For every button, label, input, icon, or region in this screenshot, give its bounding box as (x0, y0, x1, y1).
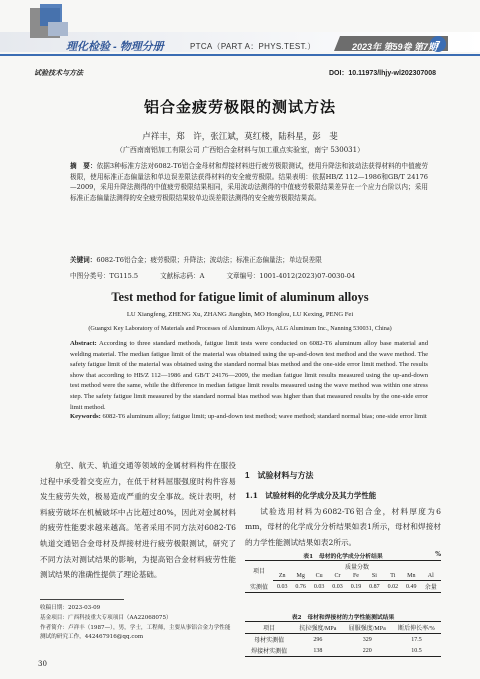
abstract-en (70, 339, 428, 413)
keywords-cn-text: 6082-T6铝合金；疲劳极限；升降法；波动法；标准正态偏量法；单边误差限 (96, 256, 322, 264)
table2-cell: 329 (362, 636, 372, 643)
table1-column-header: Al (421, 572, 442, 581)
year-volume-badge: 2023年 第59卷 第7期 (352, 42, 438, 52)
authors-cn: 卢祥丰，郑 许，张江斌，莫红楼，陆科星，彭 斐 (142, 132, 338, 142)
classification-meta (70, 270, 428, 280)
doi: DOI：10.11973/lhjy-wl202307008 (328, 70, 436, 77)
table2-cell: 220 (362, 647, 372, 654)
table1-caption-text: 表1 母材的化学成分分析结果 (303, 554, 383, 560)
section-1-heading: 1 试验材料与方法 (245, 471, 314, 480)
table2-column-header: 屈服强度/MPa (343, 622, 392, 634)
table1-composition (245, 560, 441, 593)
table-row (245, 645, 441, 657)
keywords-en (70, 412, 428, 423)
table1-column-header: Fe (347, 572, 365, 581)
table2-cell: 138 (313, 647, 323, 654)
clc-number: 中图分类号：TG115.5 (70, 272, 139, 280)
intro-paragraph: 航空、航天、轨道交通等领域的金属材料构件在服役过程中承受着交变应力，在低于材料屈服强度时构件容易发生疲劳失效，极易造成严重的安全事故。统计表明，材料疲劳破坏在机械破坏中占比超过80%，因此对金属材料的疲劳性能要求越来越高。笔者采用不同方法对6082-T6轨道交通铝合金母材及焊接材进行疲劳极限测试，研究了不同方法对测试结果的影响，为提高铝合金材料疲劳性能测试结果的准确性提供了理论基础。 (40, 461, 236, 580)
table-row (245, 581, 441, 593)
table1-column-header: Mn (402, 572, 420, 581)
affiliation-en: (Guangxi Key Laboratory of Materials and Processes of Aluminum Alloys, ALG Aluminum Inc., Nanning 530031, China) (88, 325, 392, 332)
table2-cell: 296 (313, 636, 323, 643)
table2-column-header: 断后伸长率/% (392, 622, 441, 634)
table1-column-header: Zn (273, 572, 291, 581)
table2-caption: 表2 母材和焊接材的力学性能测试结果 (291, 615, 395, 621)
footnote-rule (40, 599, 124, 600)
table2-column-header: 项目 (245, 622, 293, 634)
table1-column-header: Cu (310, 572, 328, 581)
table2-mechanical (245, 621, 441, 657)
keywords-cn-label: 关键词： (70, 256, 97, 264)
abstract-en-text: According to three standard methods, fatigue limit tests were conducted on 6082-T6 aluminum alloy base material and welding material. The median fatigue limit of the material was obtained using the up-and-down test method and the wave method. The safety fatigue limit of the material was obtained using the standard normal bias method and the one-side error limit method. The results show that according to HB/Z 112—1986 and GB/T 24176—2009, the median fatigue limit results measured using the up-and-down test method were the same, while the difference in median fatigue limit results measured using the wave method was within one stress step. The safety fatigue limit measured by the standard normal bias method was higher than that measured results by the one-side error limit method. (70, 340, 428, 411)
table2-column-header: 抗拉强度/MPa (293, 622, 342, 634)
table1-cell: 0.03 (313, 583, 325, 590)
table1-unit: % (435, 551, 441, 558)
table1-cell: 0.49 (406, 583, 417, 590)
footnote-received: 收稿日期：2023-03-09 (40, 605, 101, 611)
table1-cell: 0.03 (332, 583, 343, 590)
table1-cell: 0.02 (387, 583, 399, 590)
keywords-en-text: 6082-T6 aluminum alloy; fatigue limit; up-and-down test method; wave method; standard normal bias; one-side error limit (102, 413, 427, 420)
paper-title-cn: 铝合金疲劳极限的测试方法 (143, 98, 336, 116)
abstract-en-label: Abstract: (70, 340, 97, 347)
table1-column-header: Cr (328, 572, 346, 581)
table1-cell: 0.76 (295, 583, 306, 590)
keywords-en-label: Keywords: (70, 413, 101, 420)
table2-cell: 母材实测值 (254, 638, 285, 644)
svg-text:7: 7 (435, 39, 441, 50)
table1-column-header: Si (365, 572, 383, 581)
abstract-cn-text: 依据3种标准方法对6082-T6铝合金母材和焊接材料进行疲劳极限测试，使用升降法和波动法获得材料的中值疲劳极限，使用标准正态偏量法和单边误差限法获得材料的安全疲劳极限。结果表明：依据HB/Z 112—1986和GB/T 24176—2009，采用升降法测得的中值疲劳极限结果相同，采用波动法测得的中值疲劳极限结果差异在一个应力台阶以内；采用标准正态偏量法测得的安全疲劳极限结果较单边误差限法测得的安全疲劳极限结果高。 (70, 162, 428, 202)
paper-title-en: Test method for fatigue limit of aluminum alloys (111, 290, 369, 304)
table1-cell: 余量 (424, 585, 437, 591)
table1-column-header: Mg (291, 572, 309, 581)
table1-cell: 0.19 (350, 583, 362, 590)
journal-logo: 理化检验 - 物理分册 (66, 41, 164, 53)
footnote-fund: 基金项目：广西科技重大专项项目（AA22068075） (40, 615, 172, 621)
page-number: 30 (38, 660, 47, 668)
table1-column-header: Ti (384, 572, 402, 581)
table1-row-label: 实测值 (249, 584, 268, 591)
article-number: 文章编号：1001-4012(2023)07-0030-04 (226, 272, 356, 280)
journal-name: PTCA（PART A：PHYS.TEST.） (190, 42, 316, 51)
table1-caption (245, 551, 441, 560)
table1-group-header: 质量分数 (344, 565, 369, 571)
table2-cell: 17.5 (411, 636, 422, 643)
table1-item-header: 项目 (252, 569, 265, 576)
document-code: 文献标志码：A (160, 272, 205, 280)
section-1-1-heading: 1.1 试验材料的化学成分及其力学性能 (245, 491, 377, 500)
table1-cell: 0.03 (276, 583, 288, 590)
table-row (245, 634, 441, 646)
section-tag: 试验技术与方法 (34, 68, 83, 77)
footnote-author: 作者简介：卢祥丰（1987—），男，学士，工程师，主要从事铝合金力学性能测试的研究工作，442467916@qq.com (40, 625, 231, 640)
keywords-cn (70, 255, 428, 266)
abstract-cn (70, 161, 428, 203)
header-divider (0, 54, 480, 56)
table1-cell: 0.87 (369, 583, 380, 590)
abstract-cn-label: 摘 要： (70, 162, 97, 170)
table2-cell: 焊接材实测值 (251, 649, 288, 655)
affiliation-cn: （广西南南铝加工有限公司 广西铝合金材料与加工重点实验室，南宁 530031） (115, 146, 365, 154)
section-1-1-text: 试验选用材料为6082-T6铝合金，材料厚度为6 mm，母材的化学成分分析结果如表1所示，母材和焊接材的力学性能测试结果如表2所示。 (245, 507, 441, 547)
authors-en: LU Xiangfeng, ZHENG Xu, ZHANG Jiangbin, MO Honglou, LU Kexing, PENG Fei (126, 311, 354, 318)
table2-cell: 10.5 (411, 647, 422, 654)
